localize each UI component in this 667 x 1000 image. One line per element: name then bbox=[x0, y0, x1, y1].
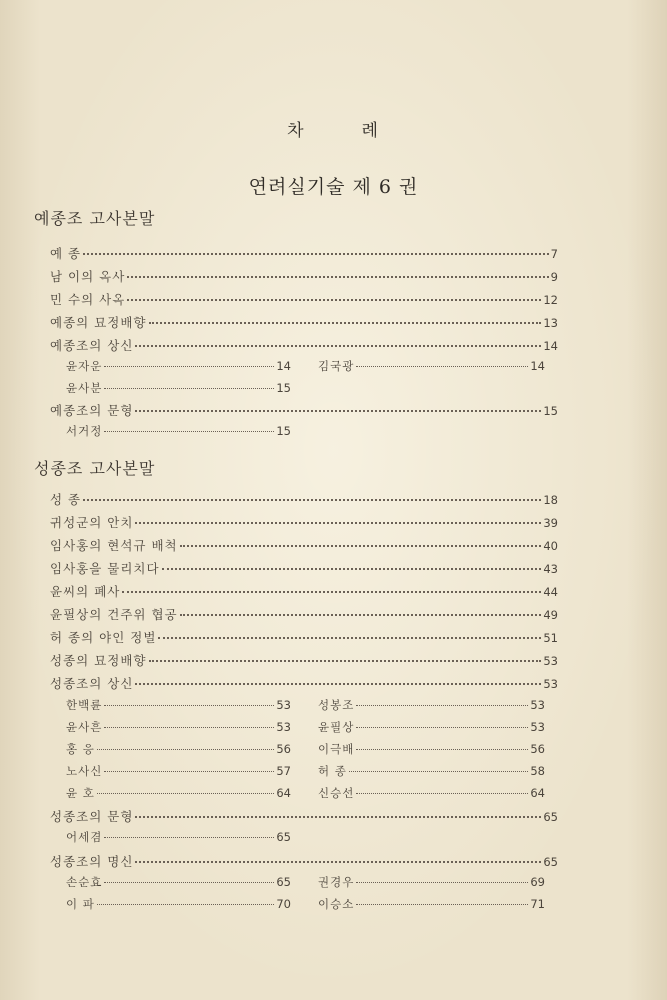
dot-leader bbox=[149, 659, 542, 662]
dot-leader bbox=[180, 613, 542, 616]
dot-leader bbox=[356, 903, 528, 905]
contents-heading bbox=[0, 116, 667, 141]
toc-entry-page: 15 bbox=[276, 424, 291, 438]
toc-entry-page: 58 bbox=[530, 764, 545, 778]
toc-entry-label: 남 이의 옥사 bbox=[50, 269, 126, 284]
dot-leader bbox=[83, 498, 541, 501]
contents-heading-left: 차 bbox=[287, 121, 306, 141]
section-title-seongjong: 성종조 고사본말 bbox=[34, 459, 156, 478]
toc-subentry[interactable] bbox=[318, 719, 545, 735]
toc-entry-label: 성종의 묘정배향 bbox=[50, 653, 147, 668]
toc-entry[interactable] bbox=[50, 559, 558, 577]
toc-entry-label: 윤 호 bbox=[66, 786, 95, 800]
toc-entry[interactable] bbox=[50, 674, 558, 692]
toc-entry-label: 허 종의 야인 정벌 bbox=[50, 630, 157, 645]
toc-entry-page: 53 bbox=[530, 698, 545, 712]
toc-entry-label: 윤씨의 폐사 bbox=[50, 584, 121, 599]
toc-subentry[interactable] bbox=[318, 763, 545, 779]
toc-entry-page: 51 bbox=[543, 631, 558, 645]
toc-entry-label: 권경우 bbox=[318, 875, 355, 889]
dot-leader bbox=[104, 387, 274, 389]
dot-leader bbox=[122, 590, 541, 593]
toc-entry[interactable] bbox=[50, 401, 558, 419]
dot-leader bbox=[127, 275, 548, 278]
dot-leader bbox=[97, 792, 274, 794]
toc-entry-label: 임사홍을 물리치다 bbox=[50, 561, 160, 576]
dot-leader bbox=[180, 544, 542, 547]
toc-entry-page: 40 bbox=[543, 539, 558, 553]
volume-title: 연려실기술 제 6 권 bbox=[248, 176, 419, 198]
toc-subentry[interactable] bbox=[66, 829, 291, 845]
toc-subentry[interactable] bbox=[318, 697, 545, 713]
toc-entry-page: 14 bbox=[543, 339, 558, 353]
toc-entry-page: 39 bbox=[543, 516, 558, 530]
dot-leader bbox=[104, 881, 274, 883]
toc-entry[interactable] bbox=[50, 290, 558, 308]
toc-entry-page: 71 bbox=[530, 897, 545, 911]
dot-leader bbox=[104, 726, 274, 728]
toc-entry-label: 어세겸 bbox=[66, 830, 103, 844]
toc-entry-label: 성종조의 상신 bbox=[50, 676, 134, 691]
toc-subentry[interactable] bbox=[66, 358, 291, 374]
dot-leader bbox=[135, 409, 541, 412]
toc-subentry[interactable] bbox=[66, 896, 291, 912]
toc-subentry[interactable] bbox=[66, 741, 291, 757]
toc-subentry[interactable] bbox=[66, 785, 291, 801]
toc-entry[interactable] bbox=[50, 852, 558, 870]
toc-entry-page: 18 bbox=[543, 493, 558, 507]
toc-entry-page: 15 bbox=[543, 404, 558, 418]
toc-entry-label: 신승선 bbox=[318, 786, 355, 800]
toc-entry-label: 이극배 bbox=[318, 742, 355, 756]
toc-entry-label: 예종의 묘정배향 bbox=[50, 315, 147, 330]
toc-entry-label: 성종조의 명신 bbox=[50, 854, 134, 869]
toc-subentry[interactable] bbox=[318, 874, 545, 890]
toc-entry-label: 임사홍의 현석규 배척 bbox=[50, 538, 178, 553]
toc-entry-label: 이승소 bbox=[318, 897, 355, 911]
toc-entry-label: 민 수의 사옥 bbox=[50, 292, 126, 307]
toc-entry-page: 53 bbox=[543, 654, 558, 668]
toc-entry[interactable] bbox=[50, 536, 558, 554]
toc-entry-page: 43 bbox=[543, 562, 558, 576]
toc-entry-label: 허 종 bbox=[318, 764, 347, 778]
toc-entry-label: 윤사흔 bbox=[66, 720, 103, 734]
toc-entry-label: 김국광 bbox=[318, 359, 355, 373]
toc-entry-label: 예종조의 상신 bbox=[50, 338, 134, 353]
toc-entry-label: 서거정 bbox=[66, 424, 103, 438]
toc-entry-page: 14 bbox=[276, 359, 291, 373]
toc-subentry[interactable] bbox=[66, 763, 291, 779]
dot-leader bbox=[349, 770, 528, 772]
dot-leader bbox=[158, 636, 541, 639]
toc-entry[interactable] bbox=[50, 490, 558, 508]
toc-entry[interactable] bbox=[50, 513, 558, 531]
toc-entry[interactable] bbox=[50, 628, 558, 646]
toc-entry-page: 15 bbox=[276, 381, 291, 395]
toc-entry[interactable] bbox=[50, 605, 558, 623]
toc-entry-page: 53 bbox=[276, 720, 291, 734]
toc-entry-page: 49 bbox=[543, 608, 558, 622]
dot-leader bbox=[135, 682, 541, 685]
dot-leader bbox=[104, 430, 274, 432]
toc-entry[interactable] bbox=[50, 336, 558, 354]
toc-entry-page: 64 bbox=[530, 786, 545, 800]
toc-entry-page: 65 bbox=[543, 855, 558, 869]
toc-entry-page: 53 bbox=[530, 720, 545, 734]
toc-entry-label: 홍 응 bbox=[66, 742, 95, 756]
contents-heading-right: 례 bbox=[361, 121, 380, 141]
toc-entry-page: 56 bbox=[530, 742, 545, 756]
toc-subentry[interactable] bbox=[318, 896, 545, 912]
dot-leader bbox=[83, 252, 549, 255]
dot-leader bbox=[127, 298, 541, 301]
toc-entry[interactable] bbox=[50, 267, 558, 285]
toc-entry-label: 손순효 bbox=[66, 875, 103, 889]
toc-entry-page: 65 bbox=[543, 810, 558, 824]
toc-entry-label: 이 파 bbox=[66, 897, 95, 911]
dot-leader bbox=[356, 748, 528, 750]
dot-leader bbox=[356, 726, 528, 728]
dot-leader bbox=[135, 860, 541, 863]
toc-entry-page: 53 bbox=[276, 698, 291, 712]
toc-entry-label: 성봉조 bbox=[318, 698, 355, 712]
toc-entry[interactable] bbox=[50, 807, 558, 825]
toc-entry-page: 64 bbox=[276, 786, 291, 800]
toc-subentry[interactable] bbox=[318, 358, 545, 374]
toc-subentry[interactable] bbox=[318, 785, 545, 801]
toc-entry-page: 69 bbox=[530, 875, 545, 889]
toc-subentry[interactable] bbox=[66, 380, 291, 396]
toc-entry[interactable] bbox=[50, 582, 558, 600]
toc-entry-label: 윤사분 bbox=[66, 381, 103, 395]
dot-leader bbox=[356, 881, 528, 883]
toc-entry-page: 13 bbox=[543, 316, 558, 330]
dot-leader bbox=[97, 748, 274, 750]
dot-leader bbox=[104, 836, 274, 838]
toc-entry-page: 65 bbox=[276, 830, 291, 844]
dot-leader bbox=[135, 521, 541, 524]
toc-entry-page: 14 bbox=[530, 359, 545, 373]
dot-leader bbox=[135, 344, 541, 347]
dot-leader bbox=[149, 321, 542, 324]
toc-entry-page: 70 bbox=[276, 897, 291, 911]
toc-entry-label: 한백륜 bbox=[66, 698, 103, 712]
toc-entry[interactable] bbox=[50, 244, 558, 262]
toc-subentry[interactable] bbox=[66, 423, 291, 439]
toc-entry-page: 12 bbox=[543, 293, 558, 307]
toc-entry-page: 57 bbox=[276, 764, 291, 778]
toc-entry-page: 7 bbox=[550, 247, 558, 261]
dot-leader bbox=[135, 815, 541, 818]
toc-entry-label: 성종조의 문형 bbox=[50, 809, 134, 824]
toc-entry-page: 65 bbox=[276, 875, 291, 889]
toc-entry-label: 예종조의 문형 bbox=[50, 403, 134, 418]
toc-entry-label: 윤자운 bbox=[66, 359, 103, 373]
dot-leader bbox=[356, 704, 528, 706]
dot-leader bbox=[104, 365, 274, 367]
toc-subentry[interactable] bbox=[66, 874, 291, 890]
toc-entry-label: 성 종 bbox=[50, 492, 82, 507]
toc-subentry[interactable] bbox=[318, 741, 545, 757]
dot-leader bbox=[356, 365, 528, 367]
dot-leader bbox=[97, 903, 274, 905]
section-title-yejong: 예종조 고사본말 bbox=[34, 209, 156, 228]
dot-leader bbox=[104, 704, 274, 706]
toc-entry-page: 44 bbox=[543, 585, 558, 599]
toc-subentry[interactable] bbox=[66, 697, 291, 713]
toc-subentry[interactable] bbox=[66, 719, 291, 735]
toc-entry-label: 예 종 bbox=[50, 246, 82, 261]
toc-entry-label: 윤필상의 건주위 협공 bbox=[50, 607, 178, 622]
toc-entry[interactable] bbox=[50, 313, 558, 331]
dot-leader bbox=[162, 567, 542, 570]
toc-entry-page: 9 bbox=[550, 270, 558, 284]
dot-leader bbox=[356, 792, 528, 794]
toc-entry-page: 53 bbox=[543, 677, 558, 691]
toc-entry-page: 56 bbox=[276, 742, 291, 756]
dot-leader bbox=[104, 770, 274, 772]
toc-entry[interactable] bbox=[50, 651, 558, 669]
toc-entry-label: 윤필상 bbox=[318, 720, 355, 734]
toc-entry-label: 귀성군의 안치 bbox=[50, 515, 134, 530]
toc-entry-label: 노사신 bbox=[66, 764, 103, 778]
